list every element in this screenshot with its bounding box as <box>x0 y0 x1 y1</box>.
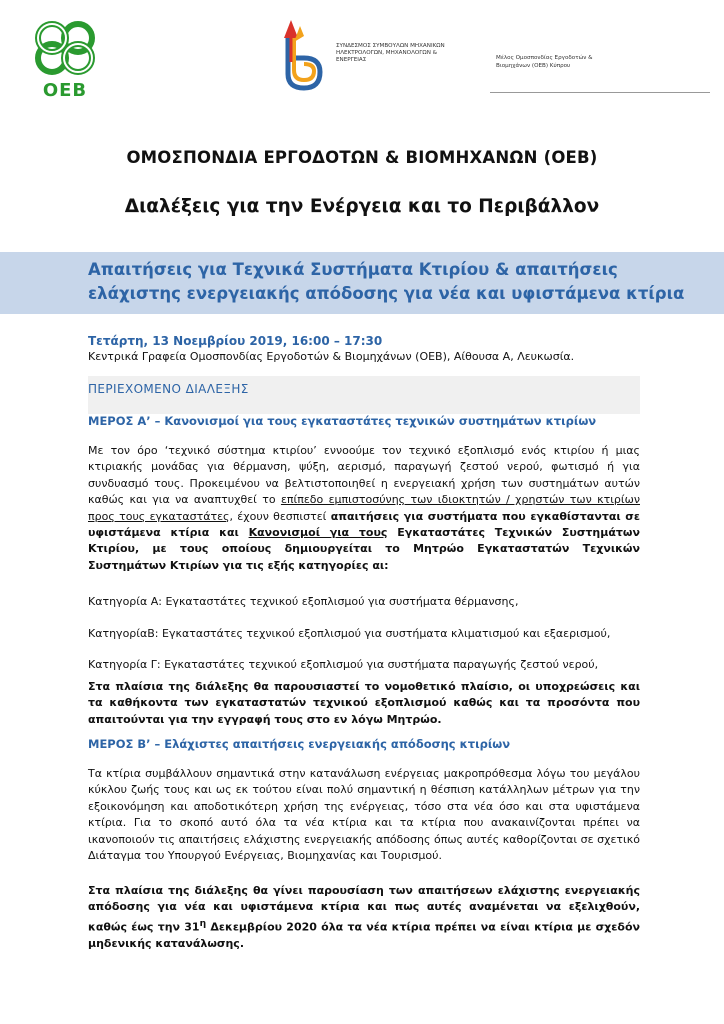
category-b: ΚατηγορίαΒ: Εγκαταστάτες τεχνικού εξοπλισμού για συστήματα κλιματισμού και εξαερισμού, <box>88 627 611 640</box>
lecture-title: Διαλέξεις για την Ενέργεια και το Περιβάλλον <box>124 196 600 217</box>
bold-text: απαιτήσεις για συστήματα που εγκαθίστανται σε υφιστάμενα κτίρια και <box>88 509 641 540</box>
oeb-emblem-icon <box>24 16 106 80</box>
oeb-logo-text: OEB <box>42 80 88 101</box>
part-a-heading: ΜΕΡΟΣ Α’ – Κανονισμοί για τους εγκαταστάτες τεχνικών συστημάτων κτιρίων <box>88 414 597 428</box>
bold-underlined-text: Κανονισμοί για τους <box>248 526 388 540</box>
association-emblem-icon <box>274 16 334 94</box>
contents-heading: ΠΕΡΙΕΧΟΜΕΝΟ ΔΙΑΛΕΞΗΣ <box>88 382 249 396</box>
bold-text: Εγκαταστάτες Τεχνικών Συστημάτων Κτιρίου, με τους οποίους δημιουργείται το Μητρώο Εγκαταστατών Τεχνικών Συστημάτων Κτιρίων για τις εξής κατηγορίες αι: <box>88 526 640 572</box>
event-venue: Κεντρικά Γραφεία Ομοσπονδίας Εργοδοτών & Βιομηχάνων (ΟΕΒ), Αίθουσα Α, Λευκωσία. <box>88 350 575 363</box>
paragraph-text: Στα πλαίσια της διάλεξης θα γίνει παρουσίαση των απαιτήσεων ελάχιστης ενεργειακής απόδοσης για νέα και υφιστάμενα κτίρια και πως αυτές αναμένεται να εξελιχθούν, καθώς έως την 31 <box>88 884 640 934</box>
superscript: η <box>199 917 207 929</box>
paragraph-text: Με τον όρο ‘τεχνικό σύστημα κτιρίου’ εννοούμε τον τεχνικό εξοπλισμό ενός κτιρίου ή μιας κτιριακής μονάδας για θέρμανση, ψύξη, αερισμό, παραγωγή ζεστού νερού, φωτισμό ή για συνδυασμό τους. Προκειμένου να βελτιστοποιηθεί η ενεργειακή χρήση των συστημάτων αυτών καθώς και για να αναπτυχθεί το <box>88 444 640 507</box>
paragraph-text: , έχουν θεσπιστεί <box>229 509 331 523</box>
part-b-paragraph-1: Τα κτίρια συμβάλλουν σημαντικά στην κατανάλωση ενέργειας μακροπρόθεσμα λόγω του μεγάλου κύκλου ζωής τους και ως εκ τούτου είναι πολύ σημαντική η θέσπιση κατάλληλων μέτρων για την εξοικονόμηση και αποδοτικότερη χρήση της ενέργειας, τόσο στα νέα όσο και στα υφιστάμενα κτίρια. Για το σκοπό αυτό όλα τα νέα κτίρια και τα κτίρια που ανακαινίζονται πρέπει να ικανοποιούν τις απαιτήσεις ελάχιστης ενεργειακής απόδοσης όπως αυτές καθορίζονται σε σχετικό Διάταγμα του Υπουργού Ενέργειας, Βιομηχανίας και Τουρισμού. <box>88 767 640 863</box>
org-title: ΟΜΟΣΠΟΝΔΙΑ ΕΡΓΟΔΟΤΩΝ & ΒΙΟΜΗΧΑΝΩΝ (ΟΕΒ) <box>126 148 598 167</box>
member-text: Μέλος Ομοσπονδίας Εργοδοτών & Βιομηχάνων (ΟΕΒ) Κύπρου <box>496 55 593 69</box>
category-c: Κατηγορία Γ: Εγκαταστάτες τεχνικού εξοπλισμού για συστήματα παραγωγής ζεστού νερού, <box>88 658 599 671</box>
underlined-text: επίπεδο εμπιστοσύνης των ιδιοκτητών / χρηστών των κτιρίων προς τους εγκαταστάτες <box>88 493 640 523</box>
part-b-heading: ΜΕΡΟΣ Β’ – Ελάχιστες απαιτήσεις ενεργειακής απόδοσης κτιρίων <box>88 737 511 751</box>
banner-title: Απαιτήσεις για Τεχνικά Συστήματα Κτιρίου & απαιτήσεις ελάχιστης ενεργειακής απόδοσης για νέα και υφιστάμενα κτίρια <box>88 260 685 303</box>
part-a-paragraph-2: Στα πλαίσια της διάλεξης θα παρουσιαστεί το νομοθετικό πλαίσιο, οι υποχρεώσεις και τα καθήκοντα των εγκαταστατών τεχνικού εξοπλισμού καθώς και τα προσόντα που απαιτούνται για την εγγραφή τους στο εν λόγω Μητρώο. <box>88 680 640 726</box>
divider <box>490 92 710 93</box>
oeb-logo <box>24 16 106 106</box>
paragraph-text: Δεκεμβρίου 2020 όλα τα νέα κτίρια πρέπει να είναι κτίρια με σχεδόν μηδενικής κατανάλωσης. <box>88 920 640 950</box>
part-b-paragraph-2 <box>88 883 640 952</box>
association-logo <box>274 16 334 94</box>
part-a-paragraph-1 <box>88 443 640 574</box>
event-date: Τετάρτη, 13 Νοεμβρίου 2019, 16:00 – 17:30 <box>88 334 383 348</box>
association-logo-text: ΣΥΝΔΕΣΜΟΣ ΣΥΜΒΟΥΛΩΝ ΜΗΧΑΝΙΚΩΝ ΗΛΕΚΤΡΟΛΟΓΩΝ, ΜΗΧΑΝΟΛΟΓΩΝ & ΕΝΕΡΓΕΙΑΣ <box>336 43 445 64</box>
category-a: Κατηγορία Α: Εγκαταστάτες τεχνικού εξοπλισμού για συστήματα θέρμανσης, <box>88 595 519 608</box>
